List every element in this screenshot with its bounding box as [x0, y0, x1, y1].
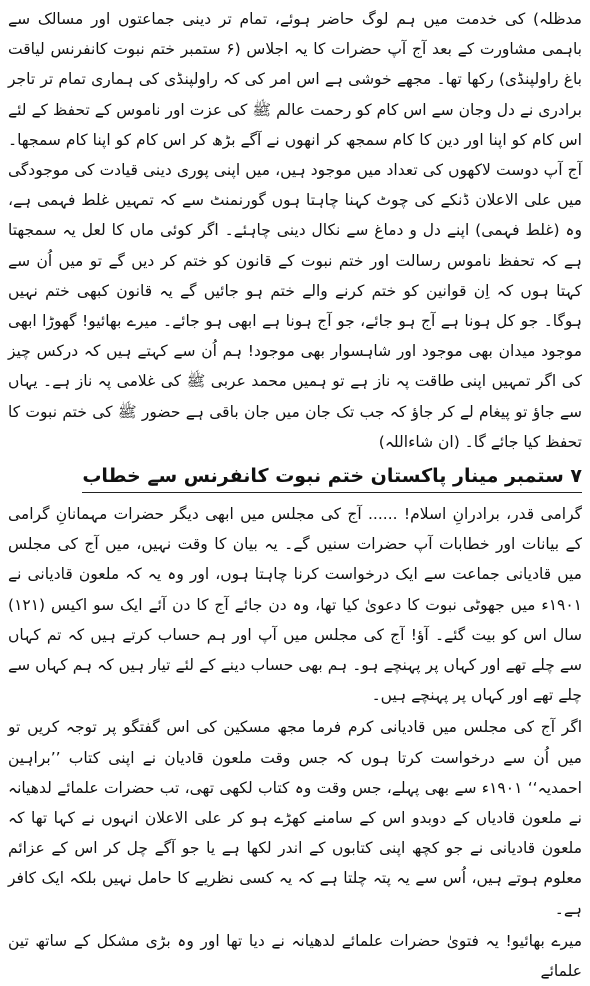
section-heading: ۷ ستمبر مینار پاکستان ختم نبوت کانفرنس سے خطاب [82, 461, 582, 493]
body-paragraph-3: اگر آج کی مجلس میں قادیانی کرم فرما مجھ مسکین کی اس گفتگو پر توجہ کریں تو میں اُن سے درخواست کرتا ہوں کہ جس وقت ملعون قادیان نے اپنی کتاب ’’براہین احمدیہ‘‘ ۱۹۰۱ء سے بھی پہلے، جس وقت وہ کتاب لکھی تھی، تب حضرات علمائے لدھیانہ نے ملعون قادیاں کے دوبدو اس کے سامنے کھڑے ہو کر علی الاعلان انہوں نے کہا تھا کہ ملعون قادیانی نے جو کچھ اپنی کتابوں کے اندر لکھا ہے یا جو آگے چل کر اس کے عزائم معلوم ہوتے ہیں، اُس سے یہ پتہ چلتا ہے کہ یہ کسی نظریے کا حامل نہیں بلکہ ایک کافر ہے۔ [8, 718, 582, 918]
body-paragraph-4: میرے بھائیو! یہ فتویٰ حضرات علمائے لدھیانہ نے دیا تھا اور وہ بڑی مشکل کے ساتھ تین علمائے [8, 931, 582, 981]
section-heading-wrap [8, 457, 582, 499]
body-paragraph-2: گرامی قدر، برادرانِ اسلام! ...... آج کی مجلس میں ابھی دیگر حضرات مہمانانِ گرامی کے بیانات اور خطابات آپ حضرات سنیں گے۔ یہ بیان کا وقت نہیں، میں آج کی مجلس میں قادیانی جماعت سے ایک درخواست کرنا چاہتا ہوں، اور وہ یہ کہ ملعون قادیانی نے ۱۹۰۱ء میں جھوٹی نبوت کا دعویٰ کیا تھا، وہ دن جائے آج کا دن آئے ایک سو اکیس (۱۲۱) سال اس کو بیت گئے۔ آؤ! آج کی مجلس میں آپ اور ہم حساب کرتے ہیں کہ تم کہاں سے چلے تھے اور کہاں پر پہنچے ہو۔ ہم بھی حساب دینے کے لئے تیار ہیں کہ ہم کہاں سے چلے تھے اور کہاں پر پہنچے ہیں۔ [8, 505, 582, 705]
body-paragraph-1: مدظلہ) کی خدمت میں ہم لوگ حاضر ہوئے، تمام تر دینی جماعتوں اور مسالک سے باہمی مشاورت کے بعد آج آپ حضرات کا یہ اجلاس (۶ ستمبر ختم نبوت کانفرنس لیاقت باغ راولپنڈی) رکھا تھا۔ مجھے خوشی ہے اس امر کی کہ راولپنڈی کی ہماری تمام تر تاجر برادری نے دل وجان سے اس کام کو رحمت عالم ﷺ کی عزت اور ناموس کے تحفظ کے لئے اس کام کو اپنا اور دین کا کام سمجھ کر انھوں نے آگے بڑھ کر اس کام کو اپنا کام سمجھا۔ آج آپ دوست لاکھوں کی تعداد میں موجود ہیں، میں اپنی پوری دینی قیادت کی موجودگی میں علی الاعلان ڈنکے کی چوٹ کہنا چاہتا ہوں گورنمنٹ سے کہ تمہیں غلط فہمی ہے، وہ (غلط فہمی) اپنے دل و دماغ سے نکال دینی چاہئے۔ اگر کوئی ماں کا لعل یہ سمجھتا ہے کہ تحفظ ناموس رسالت اور ختم نبوت کے قانون کو ختم کر دیں گے تو میں اُن سے کہتا ہوں کہ اِن قوانین کو ختم کرنے والے ختم ہو جائیں گے یہ قانون کبھی ختم نہیں ہوگا۔ جو کل ہونا ہے آج ہو جائے، جو آج ہونا ہے ابھی ہو جائے۔ میرے بھائیو! گھوڑا ابھی موجود میدان بھی موجود اور شاہسوار بھی موجود! ہم اُن سے کہتے ہیں کہ درکس چیز کی اگر تمہیں اپنی طاقت پہ ناز ہے تو ہمیں محمد عربی ﷺ کی غلامی پہ ناز ہے۔ یہاں سے جاؤ تو پیغام لے کر جاؤ کہ جب تک جان میں جان باقی ہے حضور ﷺ کی ختم نبوت کا تحفظ کیا جائے گا۔ (ان شاءاللہ) [8, 10, 582, 451]
document-page [8, 4, 582, 981]
